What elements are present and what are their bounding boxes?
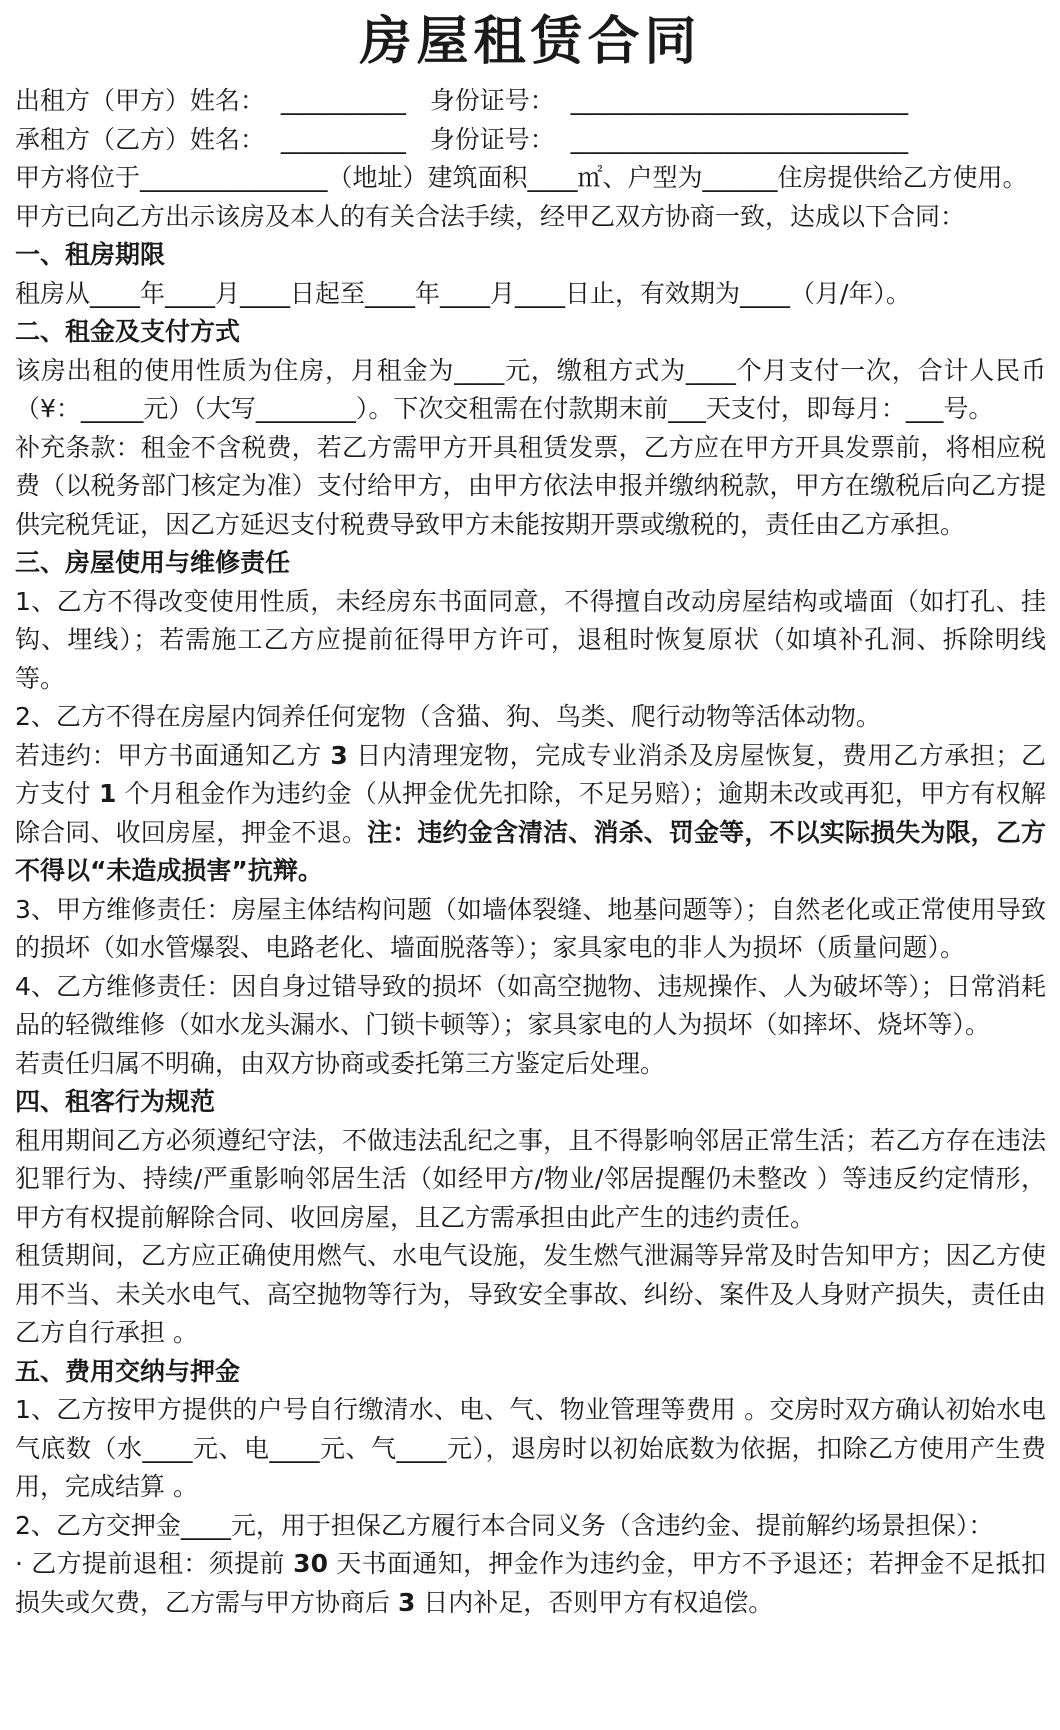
deposit-clause-2: 2、乙方交押金____元，用于担保乙方履行本合同义务（含违约金、提前解约场景担保）：: [15, 1510, 994, 1540]
usage-clause-1: 1、乙方不得改变使用性质，未经房东书面同意，不得擅自改动房屋结构或墙面（如打孔、挂钩、埋线）；若需施工乙方应提前征得甲方许可，退租时恢复原状（如填补孔洞、拆除明线等。: [15, 586, 1046, 693]
early-termination-text-a: · 乙方提前退租：须提前: [15, 1549, 294, 1578]
tax-supplement-paragraph: 补充条款：租金不含税费，若乙方需甲方开具租赁发票，乙方应在甲方开具发票前，将相应税费（以税务部门核定为准）支付给甲方，由甲方依法申报并缴纳税款，甲方在缴税后向乙方提供完税凭证，因乙方延迟支付税费导致甲方未能按期开票或缴税的，责任由乙方承担。: [15, 432, 1046, 539]
pet-breach-text-c: 日内清理宠物，完成专业消杀及房屋恢复，费用乙方承担；乙方支付: [15, 740, 1046, 808]
pet-breach-days: 3: [330, 740, 348, 770]
pet-clause-2: 2、乙方不得在房屋内饲养任何宠物（含猫、狗、鸟类、爬行动物等活体动物。: [15, 702, 881, 731]
section-rent-payment-heading: 二、租金及支付方式: [15, 317, 241, 346]
pet-breach-paragraph: [15, 737, 1046, 891]
section-usage-maintenance-heading: 三、房屋使用与维修责任: [15, 548, 291, 577]
lessee-name-line: 承租方（乙方）姓名： __________ 身份证号： ___________________________: [15, 124, 909, 154]
early-termination-days: 30: [293, 1549, 328, 1578]
conduct-paragraph-1: 租用期间乙方必须遵纪守法，不做违法乱纪之事，且不得影响邻居正常生活；若乙方存在违法犯罪行为、持续/严重影响邻居生活（如经甲方/物业/邻居提醒仍未整改 ）等违反约定情形，甲方有权提前解除合同、收回房屋，且乙方需承担由此产生的违约责任。: [15, 1125, 1046, 1232]
early-termination-text-c: 天书面通知，押金作为违约金，甲方不予退还；若押金不足抵扣损失或欠费，乙方需与甲方协商后: [15, 1549, 1047, 1617]
section-tenant-conduct-heading: 四、租客行为规范: [15, 1087, 216, 1116]
rent-payment-paragraph: 该房出租的使用性质为住房，月租金为____元，缴租方式为____个月支付一次，合计人民币（¥：_____元）（大写________）。下次交租需在付款期末前___天支付，即每月：___号。: [15, 355, 1046, 423]
dispute-resolution-text: 若责任归属不明确，由双方协商或委托第三方鉴定后处理。: [15, 1048, 666, 1078]
early-termination-bullet: [15, 1545, 1046, 1622]
agreement-intro-line: 甲方已向乙方出示该房及本人的有关合法手续，经甲乙双方协商一致，达成以下合同：: [15, 201, 966, 231]
early-termination-makeup-days: 3: [397, 1587, 416, 1617]
section-fees-deposit-heading: 五、费用交纳与押金: [15, 1356, 241, 1386]
pet-breach-months: 1: [98, 779, 117, 808]
landlord-repair-clause-3: 3、甲方维修责任：房屋主体结构问题（如墙体裂缝、地基问题等）；自然老化或正常使用导致的损坏（如水管爆裂、电路老化、墙面脱落等）；家具家电的非人为损坏（质量问题）。: [15, 894, 1046, 962]
property-info-line: 甲方将位于_______________（地址）建筑面积____㎡、户型为______住房提供给乙方使用。: [15, 163, 1028, 192]
pet-breach-note: 注：违约金含清洁、消杀、罚金等，不以实际损失为限，乙方不得以“未造成损害”抗辩。: [15, 817, 1046, 885]
tenant-repair-clause-4: 4、乙方维修责任：因自身过错导致的损坏（如高空抛物、违规操作、人为破坏等）；日常消耗品的轻微维修（如水龙头漏水、门锁卡顿等）；家具家电的人为损坏（如摔坏、烧坏等）。: [15, 971, 1046, 1039]
contract-title: 房屋租赁合同: [359, 12, 702, 72]
conduct-paragraph-2: 租赁期间，乙方应正确使用燃气、水电气设施，发生燃气泄漏等异常及时告知甲方；因乙方使用不当、未关水电气、高空抛物等行为，导致安全事故、纠纷、案件及人身财产损失，责任由乙方自行承担 。: [15, 1241, 1046, 1347]
pet-breach-text-e: 个月租金作为违约金（从押金优先扣除，不足另赔）；逾期未改或再犯，甲方有权解除合同、收回房屋，押金不退。: [15, 779, 1047, 847]
lease-term-text: 租房从____年____月____日起至____年____月____日止，有效期为____（月/年）。: [15, 278, 911, 308]
early-termination-text-e: 日内补足，否则甲方有权追偿。: [415, 1587, 774, 1617]
section-lease-term-heading: 一、租房期限: [15, 240, 166, 269]
lessor-name-line: 出租方（甲方）姓名： __________ 身份证号： ___________________________: [15, 86, 909, 115]
fees-clause-1: 1、乙方按甲方提供的户号自行缴清水、电、气、物业管理等费用 。交房时双方确认初始水电气底数（水____元、电____元、气____元），退房时以初始底数为依据，扣除乙方使用产生费用，完成结算 。: [15, 1395, 1046, 1501]
pet-breach-text-a: 若违约：甲方书面通知乙方: [15, 740, 331, 770]
